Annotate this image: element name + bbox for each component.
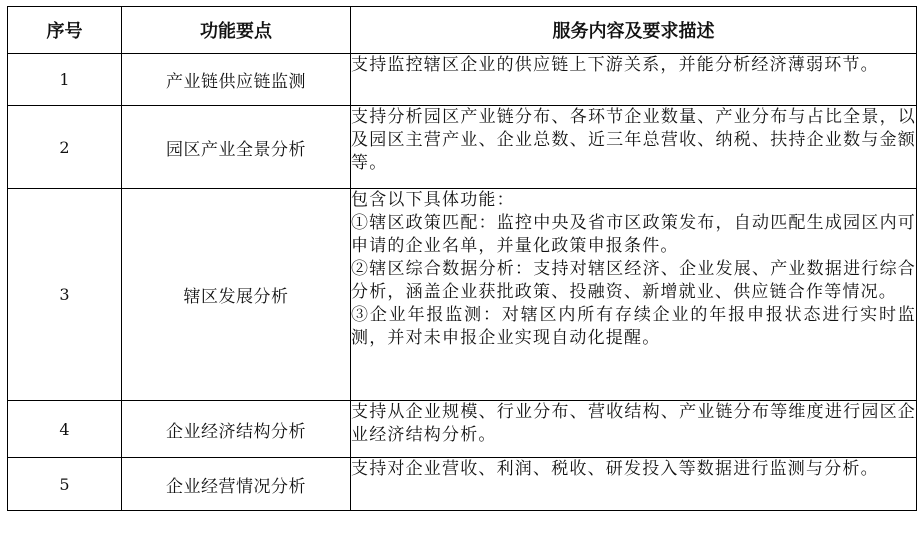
row-number: 3: [8, 189, 122, 401]
description-line: 支持监控辖区企业的供应链上下游关系，并能分析经济薄弱环节。: [351, 55, 879, 75]
description-item-data-analysis: ②辖区综合数据分析：支持对辖区经济、企业发展、产业数据进行综合分析，涵盖企业获批政策、投融资、新增就业、供应链合作等情况。: [351, 259, 916, 302]
row-number: 2: [8, 106, 122, 189]
requirements-table: [7, 6, 917, 511]
header-row: [8, 7, 917, 54]
feature-name: 企业经营情况分析: [122, 458, 351, 511]
table-row: [8, 189, 917, 401]
header-feature: 功能要点: [122, 7, 351, 54]
description-intro: 包含以下具体功能：: [351, 190, 515, 210]
header-serial-number: 序号: [8, 7, 122, 54]
table-row: [8, 54, 917, 106]
table-row: [8, 458, 917, 511]
table-row: [8, 106, 917, 189]
row-number: 1: [8, 54, 122, 106]
description-item-annual-report: ③企业年报监测：对辖区内所有存续企业的年报申报状态进行实时监测，并对未申报企业实现自动化提醒。: [351, 305, 916, 348]
feature-name: 企业经济结构分析: [122, 401, 351, 458]
header-description: 服务内容及要求描述: [351, 7, 917, 54]
description-line: 支持对企业营收、利润、税收、研发投入等数据进行监测与分析。: [351, 459, 879, 479]
description-line: 支持分析园区产业链分布、各环节企业数量、产业分布与占比全景，以及园区主营产业、企业总数、近三年总营收、纳税、扶持企业数与金额等。: [351, 107, 916, 173]
description-item-policy-matching: ①辖区政策匹配：监控中央及省市区政策发布，自动匹配生成园区内可申请的企业名单，并量化政策申报条件。: [351, 213, 916, 256]
feature-name: 产业链供应链监测: [122, 54, 351, 106]
feature-description: [351, 189, 917, 401]
row-number: 5: [8, 458, 122, 511]
feature-description: [351, 458, 917, 511]
description-line: 支持从企业规模、行业分布、营收结构、产业链分布等维度进行园区企业经济结构分析。: [351, 402, 916, 445]
feature-description: [351, 401, 917, 458]
table-row: [8, 401, 917, 458]
feature-description: [351, 106, 917, 189]
feature-name: 园区产业全景分析: [122, 106, 351, 189]
feature-description: [351, 54, 917, 106]
row-number: 4: [8, 401, 122, 458]
feature-name: 辖区发展分析: [122, 189, 351, 401]
